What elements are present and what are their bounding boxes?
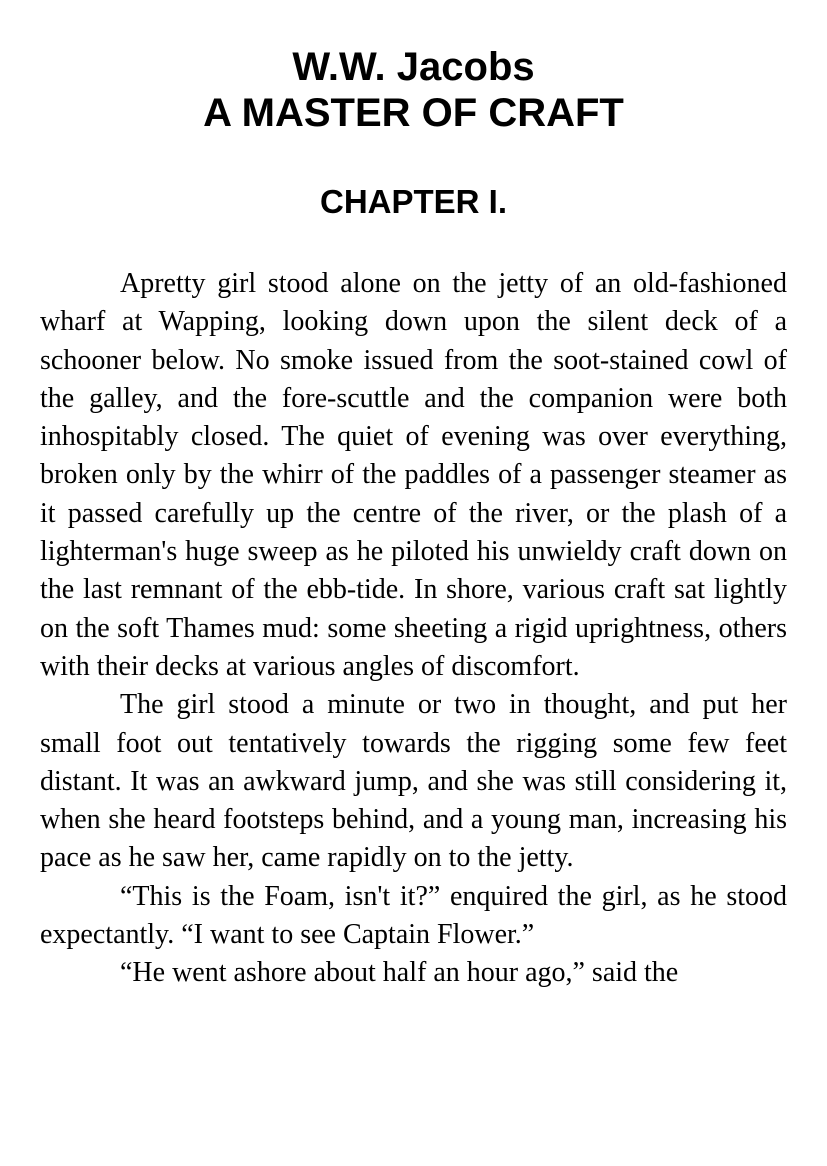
paragraph: “He went ashore about half an hour ago,” said the <box>120 957 679 989</box>
paragraph: Apretty girl stood alone on the jetty of an old-fashioned wharf at Wapping, looking down upon the silent deck of a schooner below. No smoke issued from the soot-stained cowl of the galley, and the fore-scuttle and the companion were both inhospitably closed. The quiet of evening was over everything, broken only by the whirr of the paddles of a passenger steamer as it passed carefully up the centre of the river, or the plash of a lighterman's huge sweep as he piloted his unwieldy craft down on the last remnant of the ebb-tide. In shore, various craft sat lightly on the soft Thames mud: some sheeting a rigid uprightness, others with their decks at various angles of discomfort. <box>40 268 787 682</box>
book-title: A MASTER OF CRAFT <box>203 91 624 135</box>
author-name: W.W. Jacobs <box>292 45 535 89</box>
title-block <box>0 44 827 136</box>
paragraph: “This is the Foam, isn't it?” enquired the girl, as he stood expectantly. “I want to see Captain Flower.” <box>40 880 787 951</box>
paragraph: The girl stood a minute or two in thought, and put her small foot out tentatively towards the rigging some few feet distant. It was an awkward jump, and she was still considering it, when she heard footsteps behind, and a young man, increasing his pace as he saw her, came rapidly on to the jetty. <box>40 689 787 874</box>
chapter-heading: CHAPTER I. <box>319 183 507 220</box>
body-text <box>40 265 787 993</box>
